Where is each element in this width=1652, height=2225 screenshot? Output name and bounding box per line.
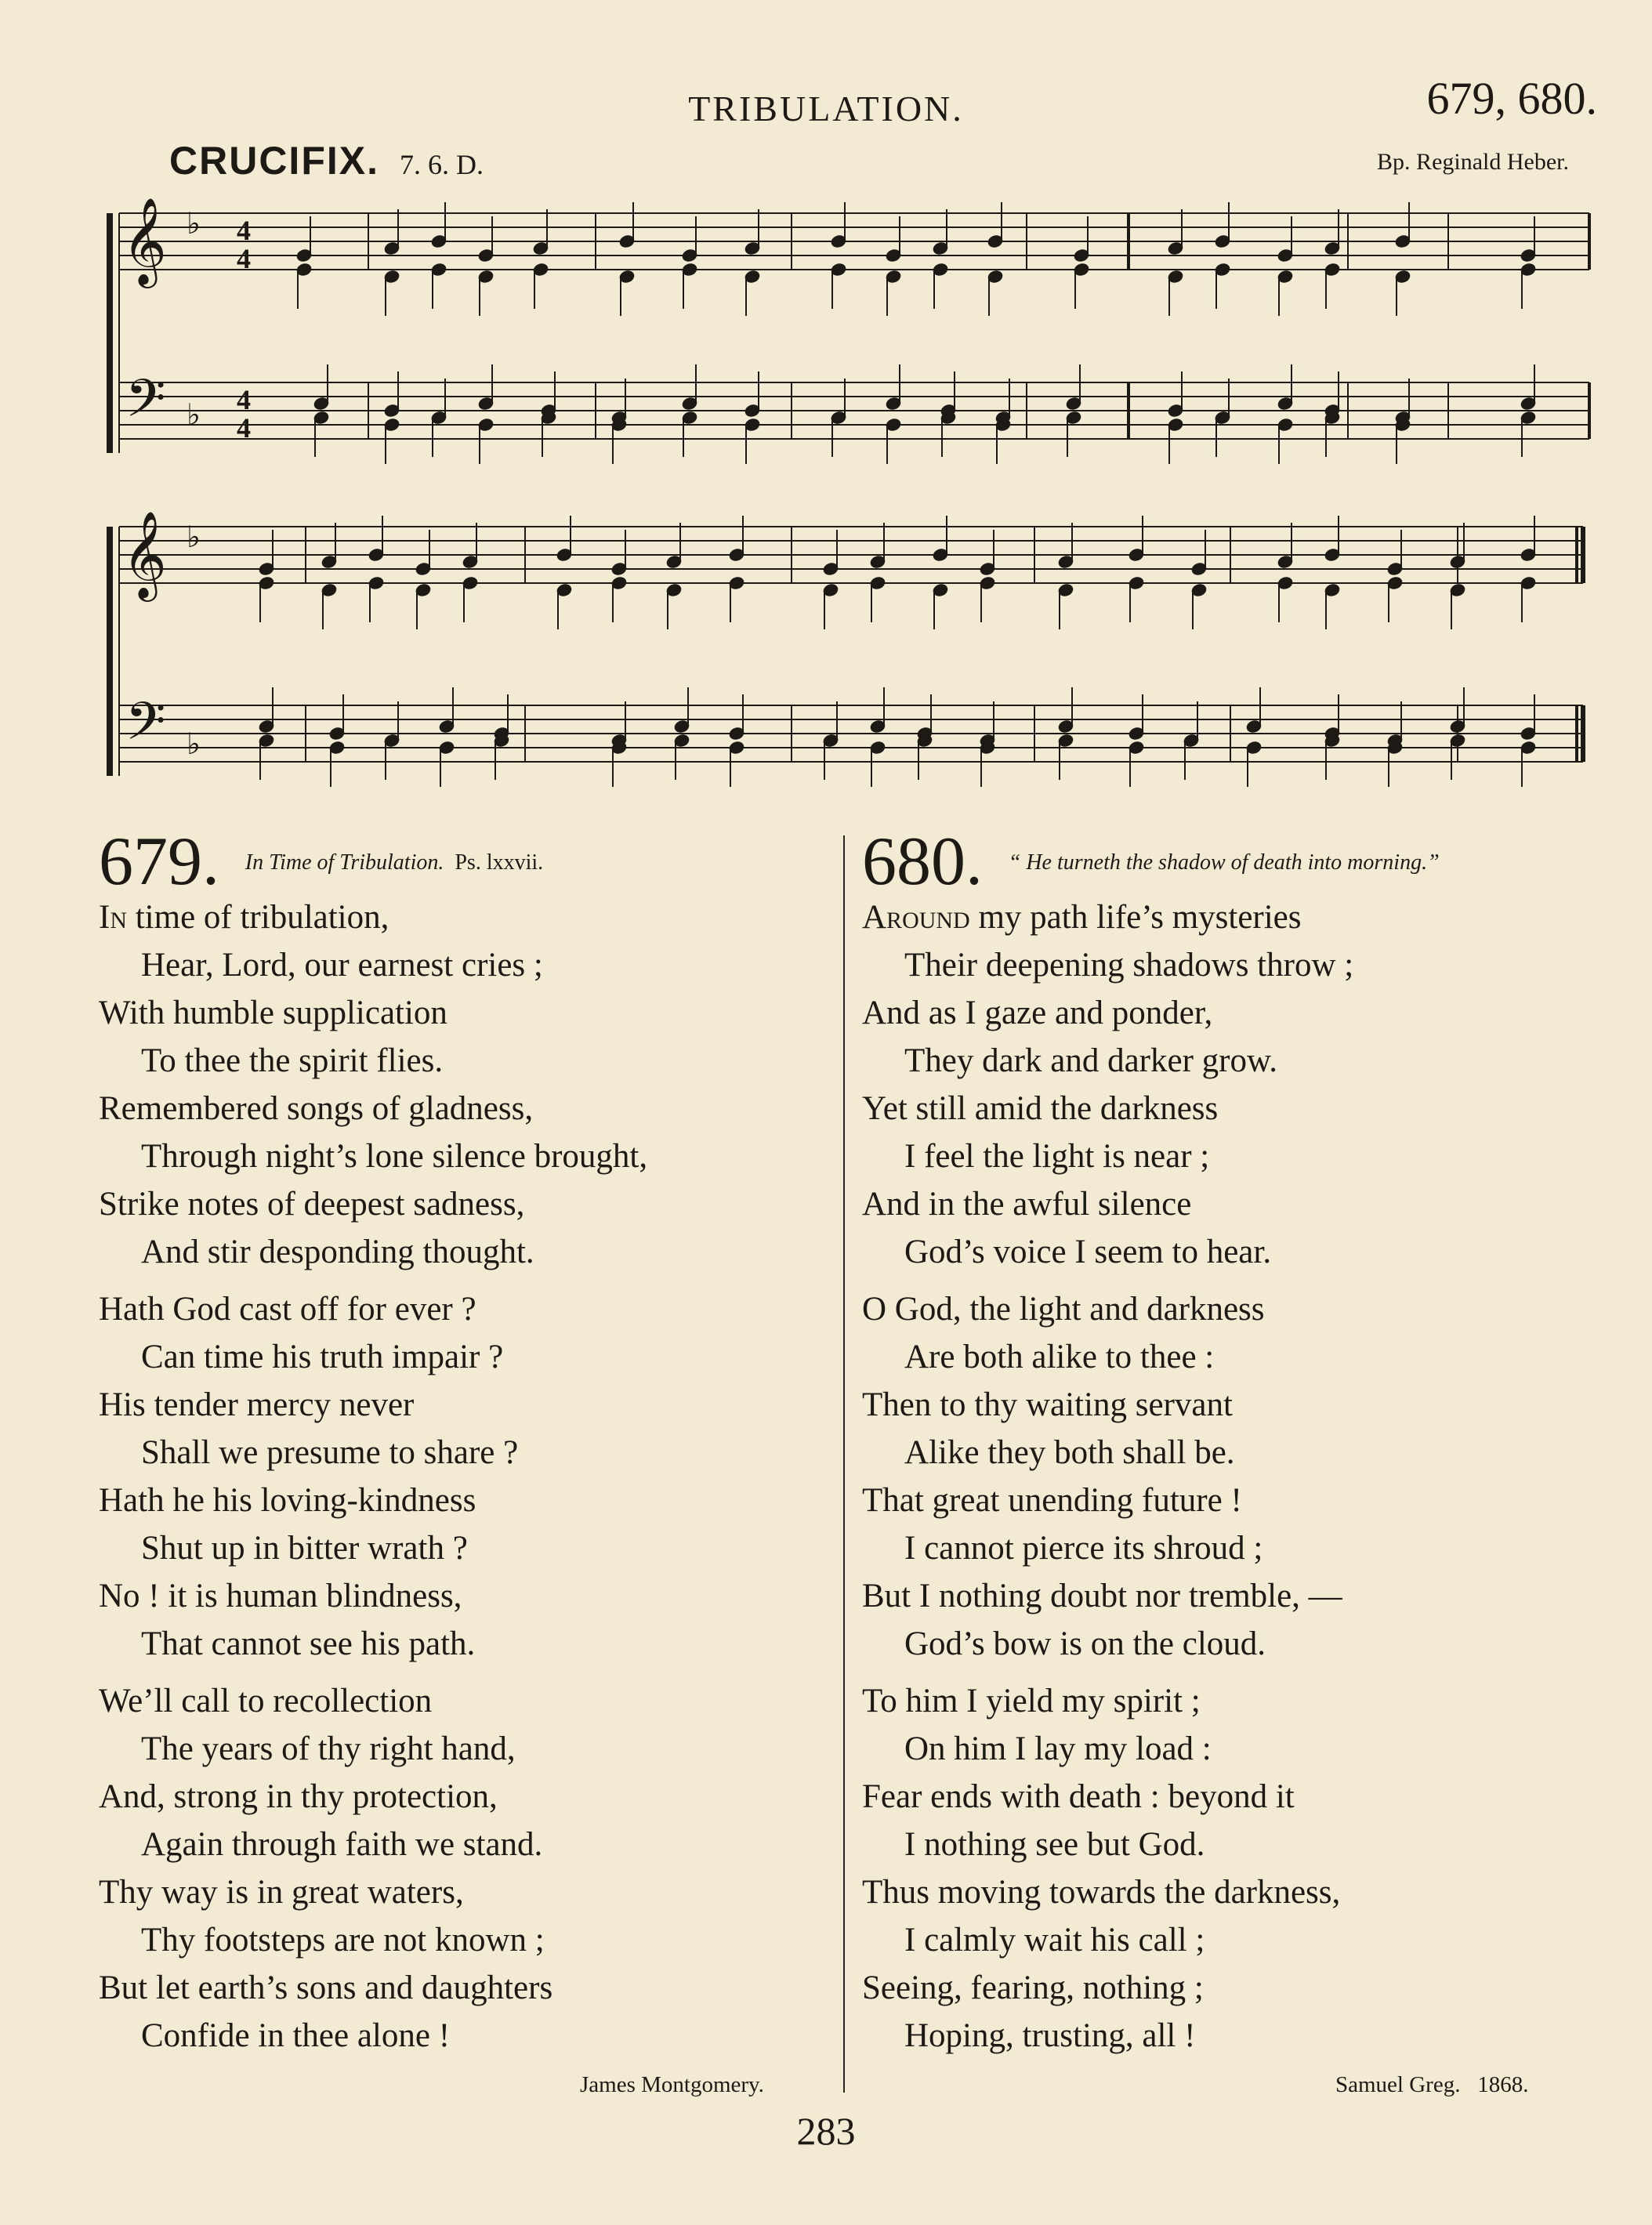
treble-clef-icon: 𝄞	[122, 197, 167, 284]
verse-line: That cannot see his path.	[141, 1625, 476, 1662]
verse-line: Yet still amid the darkness	[862, 1090, 1219, 1127]
verse-line: Through night’s lone silence brought,	[141, 1138, 648, 1175]
system1-treble-staff	[119, 213, 1589, 270]
verse-line: O God, the light and darkness	[862, 1291, 1265, 1328]
column-divider	[843, 835, 845, 2093]
verse-line: my path life’s mysteries	[969, 899, 1302, 936]
verse-line: But let earth’s sons and daughters	[99, 1970, 553, 2006]
section-title: TRIBULATION.	[688, 89, 964, 129]
verse-line: They dark and darker grow.	[904, 1042, 1277, 1079]
verse-line: No ! it is human blindness,	[99, 1578, 462, 1614]
verse-line: Their deepening shadows throw ;	[904, 947, 1354, 984]
time-signature-bottom: 4	[237, 412, 251, 444]
verse-line: Shall we presume to share ?	[141, 1434, 519, 1471]
verse-line: Hath he his loving-kindness	[99, 1482, 476, 1519]
hymn-679-subtitle: In Time of Tribulation.	[245, 850, 444, 875]
verse-line: God’s bow is on the cloud.	[904, 1625, 1266, 1662]
hymn-679-heading	[99, 824, 835, 900]
hymn-679-stanza-1	[99, 893, 835, 1276]
verse-line: To thee the spirit flies.	[141, 1042, 444, 1079]
music-score	[0, 0, 1652, 815]
hymn-679-stanza-3	[99, 1677, 835, 2060]
time-signature-top: 4	[237, 215, 251, 246]
verse-line: The years of thy right hand,	[141, 1730, 516, 1767]
verse-line: But I nothing doubt nor tremble, —	[862, 1578, 1342, 1614]
verse-line: Alike they both shall be.	[904, 1434, 1235, 1471]
system1-bass-staff	[119, 382, 1589, 439]
verse-line: And in the awful silence	[862, 1186, 1192, 1223]
bass-clef-icon: 𝄢	[125, 691, 166, 764]
tune-name: CRUCIFIX.	[169, 139, 379, 183]
hymn-680-number: 680.	[862, 824, 983, 900]
verse-line: Can time his truth impair ?	[141, 1339, 504, 1375]
time-signature-top: 4	[237, 384, 251, 415]
hymn-680-heading	[862, 824, 1567, 900]
verse-line: Thy footsteps are not known ;	[141, 1922, 545, 1959]
verse-line: I nothing see but God.	[904, 1826, 1205, 1863]
verse-line: I cannot pierce its shroud ;	[904, 1530, 1263, 1567]
verse-line: Thus moving towards the darkness,	[862, 1874, 1341, 1911]
tune-meter: 7. 6. D.	[400, 149, 484, 180]
verse-line: Hear, Lord, our earnest cries ;	[141, 947, 543, 984]
verse-line: Thy way is in great waters,	[99, 1874, 464, 1911]
flat-icon: ♭	[187, 397, 201, 432]
verse-line: Confide in thee alone !	[141, 2017, 451, 2054]
hymn-680-attribution	[1335, 2072, 1528, 2098]
hymn-679-stanza-2	[99, 1285, 835, 1668]
first-word: In	[99, 899, 127, 936]
hymn-679-number: 679.	[99, 824, 219, 900]
verse-line: time of tribulation,	[126, 899, 389, 936]
page-number: 283	[796, 2109, 856, 2153]
time-signature-bottom: 4	[237, 243, 251, 274]
verse-line: His tender mercy never	[99, 1386, 415, 1423]
hymn-679-author: James Montgomery.	[580, 2072, 764, 2097]
verse-line: To him I yield my spirit ;	[862, 1683, 1201, 1719]
hymn-page-numbers: 679, 680.	[1426, 73, 1597, 124]
verse-line: I calmly wait his call ;	[904, 1922, 1205, 1959]
bass-clef-icon: 𝄢	[125, 368, 166, 441]
verse-line: And, strong in thy protection,	[99, 1778, 498, 1815]
verse-line: We’ll call to recollection	[99, 1683, 433, 1719]
verse-line: Strike notes of deepest sadness,	[99, 1186, 525, 1223]
treble-clef-icon: 𝄞	[122, 510, 167, 598]
hymn-680-author: Samuel Greg.	[1335, 2072, 1461, 2097]
hymn-679	[99, 824, 835, 2060]
verse-line: Again through faith we stand.	[141, 1826, 543, 1863]
first-word: Around	[862, 899, 970, 936]
verse-line: Remembered songs of gladness,	[99, 1090, 534, 1127]
verse-line: I feel the light is near ;	[904, 1138, 1210, 1175]
verse-line: On him I lay my load :	[904, 1730, 1212, 1767]
verse-line: Seeing, fearing, nothing ;	[862, 1970, 1204, 2006]
verse-line: Hath God cast off for ever ?	[99, 1291, 476, 1328]
verse-line: Shut up in bitter wrath ?	[141, 1530, 468, 1567]
hymn-680-stanza-3	[862, 1677, 1567, 2060]
tune-composer: Bp. Reginald Heber.	[1377, 149, 1569, 175]
verse-line: Hoping, trusting, all !	[904, 2017, 1196, 2054]
system2-treble-staff	[119, 527, 1583, 583]
verse-line: And as I gaze and ponder,	[862, 995, 1213, 1031]
hymn-680	[862, 824, 1567, 2060]
verse-line: God’s voice I seem to hear.	[904, 1234, 1272, 1270]
hymn-680-subtitle: “ He turneth the shadow of death into morning.”	[1008, 850, 1440, 875]
verse-line: With humble supplication	[99, 995, 447, 1031]
verse-line: Then to thy waiting servant	[862, 1386, 1233, 1423]
flat-icon: ♭	[187, 727, 201, 761]
hymn-679-reference: Ps. lxxvii.	[455, 850, 544, 875]
hymn-680-stanza-2	[862, 1285, 1567, 1668]
verse-line: Are both alike to thee :	[904, 1339, 1215, 1375]
verse-line: That great unending future !	[862, 1482, 1242, 1519]
verse-line: And stir desponding thought.	[141, 1234, 534, 1270]
verse-line: Fear ends with death : beyond it	[862, 1778, 1295, 1815]
flat-icon: ♭	[187, 520, 201, 554]
hymn-680-stanza-1	[862, 893, 1567, 1276]
hymn-680-year: 1868.	[1477, 2072, 1529, 2097]
flat-icon: ♭	[187, 206, 201, 241]
